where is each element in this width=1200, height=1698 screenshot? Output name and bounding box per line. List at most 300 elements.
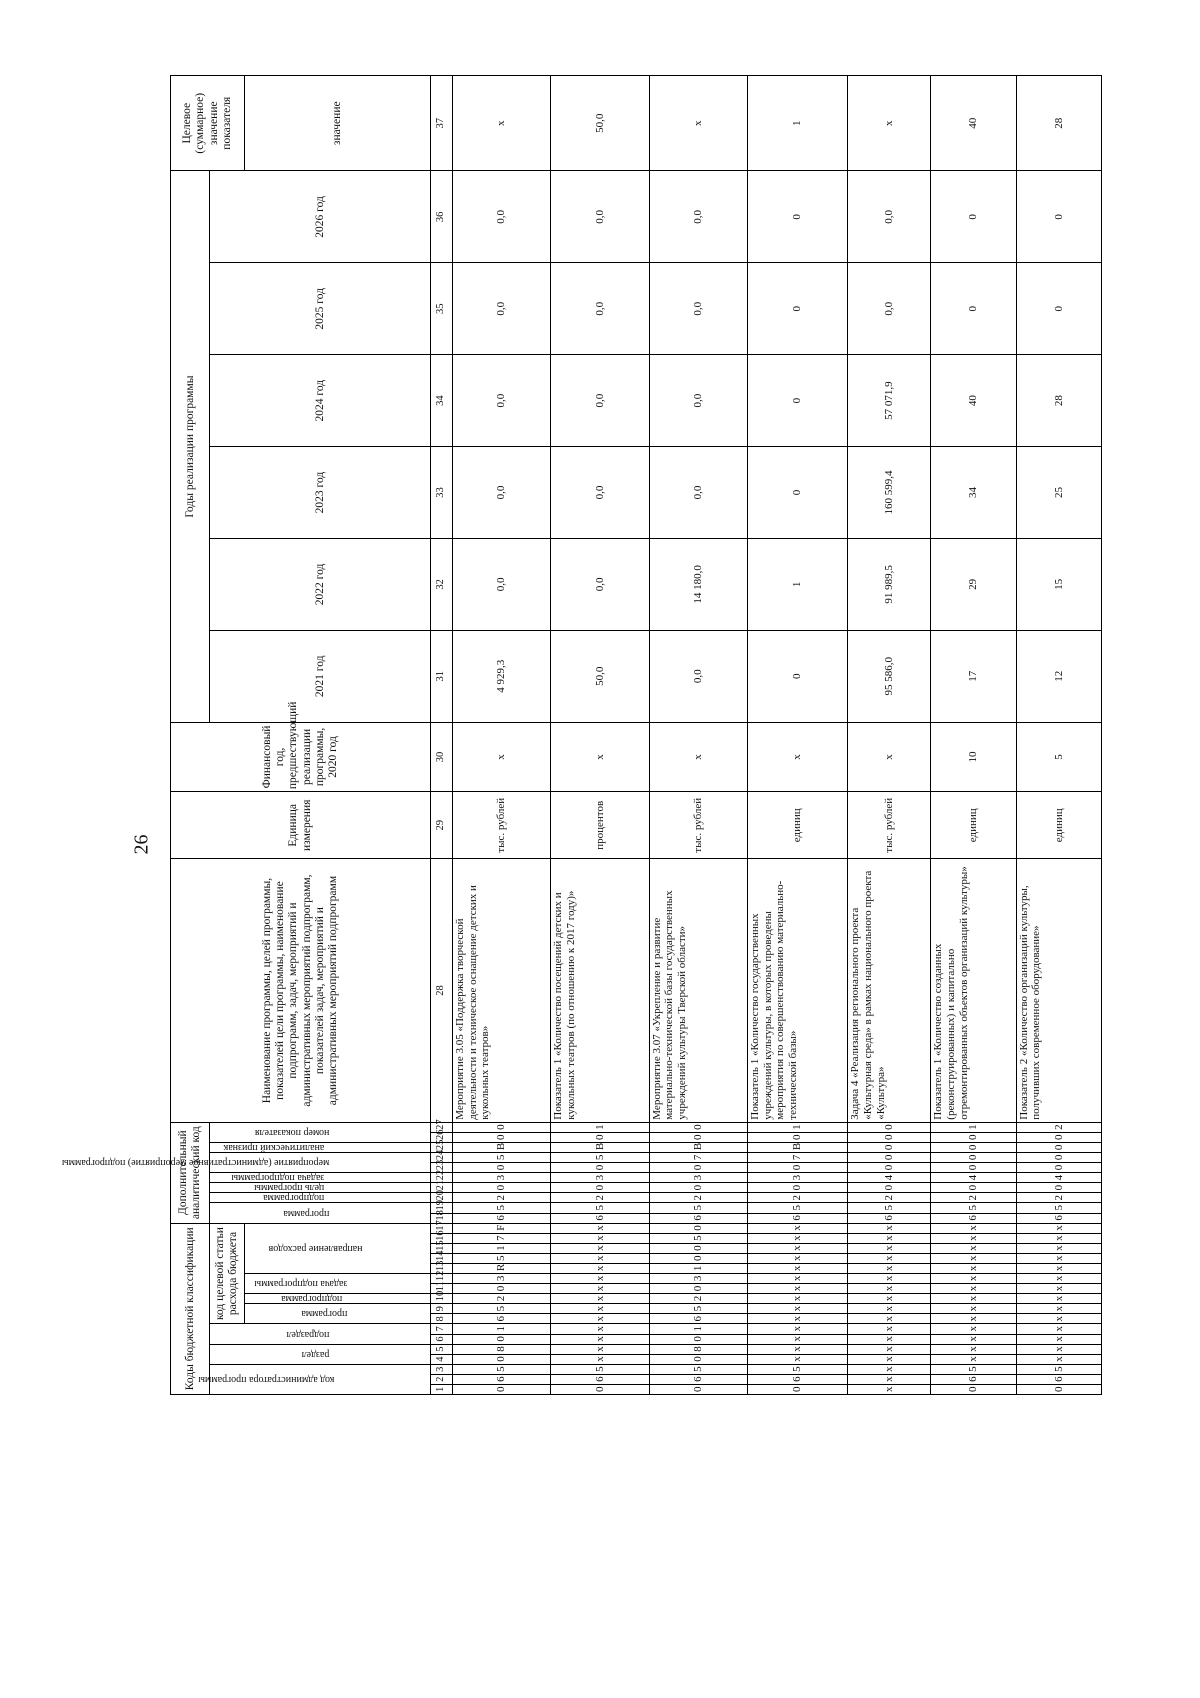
code-cell: х: [551, 1284, 649, 1294]
value-2022-cell: 14 180,0: [649, 538, 747, 630]
code-cell: 0: [452, 1122, 550, 1132]
code-cell: х: [1016, 1263, 1101, 1273]
value-2021-cell: 12: [1016, 630, 1101, 722]
column-number: 22: [431, 1173, 453, 1183]
code-cell: х: [848, 1274, 931, 1284]
year-2021-header: 2021 год: [210, 630, 431, 722]
code-cell: 2: [747, 1193, 848, 1203]
code-cell: 5: [747, 1364, 848, 1374]
code-cell: 1: [931, 1122, 1016, 1132]
code-cell: 6: [649, 1314, 747, 1324]
code-cell: 0: [649, 1253, 747, 1263]
code-cell: 6: [747, 1374, 848, 1384]
value-2024-cell: 0,0: [649, 355, 747, 447]
code-cell: 0: [649, 1284, 747, 1294]
target-value-cell: 40: [931, 76, 1016, 171]
code-cell: 4: [848, 1173, 931, 1183]
code-cell: 0: [551, 1384, 649, 1394]
code-cell: х: [848, 1223, 931, 1233]
value-2023-cell: 0: [747, 447, 848, 539]
value-2021-cell: 95 586,0: [848, 630, 931, 722]
value-2025-cell: 0: [1016, 263, 1101, 355]
code-cell: 0: [1016, 1143, 1101, 1153]
code-cell: 6: [1016, 1213, 1101, 1223]
code-cell: х: [747, 1334, 848, 1344]
code-cell: 0: [649, 1384, 747, 1394]
code-cell: 6: [649, 1374, 747, 1384]
value-2022-cell: 15: [1016, 538, 1101, 630]
ac-attr-header: аналитический признак: [210, 1143, 431, 1153]
code-cell: 0: [931, 1384, 1016, 1394]
task-code-header: задача подпрограммы: [245, 1274, 431, 1294]
admin-code-header: код администратора программы: [210, 1364, 431, 1394]
value-2026-cell: 0,0: [551, 171, 649, 263]
column-number: 7: [431, 1324, 453, 1334]
column-number: 29: [431, 792, 453, 859]
prev-year-cell: 5: [1016, 722, 1101, 791]
value-2025-cell: 0,0: [551, 263, 649, 355]
column-number: 9: [431, 1304, 453, 1314]
code-cell: 0: [649, 1122, 747, 1132]
code-cell: х: [931, 1344, 1016, 1354]
column-number: 16: [431, 1233, 453, 1243]
column-number: 36: [431, 171, 453, 263]
code-cell: х: [848, 1344, 931, 1354]
year-2026-header: 2026 год: [210, 171, 431, 263]
value-2026-cell: 0,0: [649, 171, 747, 263]
code-cell: 5: [1016, 1364, 1101, 1374]
prev-year-column-header: Финансовый год, предшествующий реализации программы, 2020 год: [171, 722, 431, 791]
budget-codes-header: Коды бюджетной классификации: [171, 1223, 210, 1394]
code-cell: 5: [551, 1153, 649, 1163]
column-number: 20: [431, 1193, 453, 1203]
code-cell: 1: [452, 1324, 550, 1334]
unit-cell: тыс. рублей: [848, 792, 931, 859]
code-cell: х: [931, 1294, 1016, 1304]
value-2026-cell: 0,0: [848, 171, 931, 263]
code-cell: 0: [747, 1132, 848, 1142]
code-cell: 0: [1016, 1163, 1101, 1173]
code-cell: х: [931, 1304, 1016, 1314]
code-cell: х: [1016, 1223, 1101, 1233]
code-cell: 5: [1016, 1203, 1101, 1213]
code-cell: 0: [649, 1354, 747, 1364]
program-table: [62, 75, 1102, 1395]
name-cell: Показатель 1 «Количество созданных (реконструированных) и капитально отремонтированных объектов организаций культуры»: [931, 859, 1016, 1122]
code-cell: 0: [452, 1284, 550, 1294]
code-cell: 0: [931, 1163, 1016, 1173]
code-cell: 2: [848, 1193, 931, 1203]
code-cell: 6: [931, 1213, 1016, 1223]
code-cell: 3: [649, 1173, 747, 1183]
code-cell: 7: [747, 1153, 848, 1163]
code-cell: 0: [452, 1354, 550, 1364]
code-cell: 5: [551, 1203, 649, 1213]
expense-direction-header: направление расходов: [245, 1223, 431, 1273]
program-code-header: программа: [245, 1304, 431, 1324]
code-cell: х: [848, 1384, 931, 1394]
code-cell: 0: [452, 1334, 550, 1344]
column-number-row: [431, 76, 453, 1395]
code-cell: х: [848, 1374, 931, 1384]
year-2022-header: 2022 год: [210, 538, 431, 630]
code-cell: х: [747, 1243, 848, 1253]
table-row: [747, 76, 848, 1395]
unit-cell: тыс. рублей: [452, 792, 550, 859]
year-2025-header: 2025 год: [210, 263, 431, 355]
code-cell: х: [551, 1314, 649, 1324]
section-header: раздел: [210, 1344, 431, 1364]
column-number: 3: [431, 1364, 453, 1374]
prev-year-cell: х: [747, 722, 848, 791]
code-cell: 0: [649, 1243, 747, 1253]
code-cell: 1: [649, 1263, 747, 1273]
code-cell: В: [452, 1143, 550, 1153]
value-2021-cell: 17: [931, 630, 1016, 722]
code-cell: 7: [452, 1233, 550, 1243]
rotated-table-container: [62, 75, 1102, 1395]
code-cell: 0: [1016, 1132, 1101, 1142]
code-cell: х: [551, 1294, 649, 1304]
unit-cell: единиц: [747, 792, 848, 859]
column-number: 8: [431, 1314, 453, 1324]
code-cell: 0: [848, 1153, 931, 1163]
code-cell: х: [551, 1223, 649, 1233]
value-2021-cell: 50,0: [551, 630, 649, 722]
code-cell: 0: [551, 1183, 649, 1193]
column-number: 15: [431, 1243, 453, 1253]
table-row: [649, 76, 747, 1395]
value-2024-cell: 28: [1016, 355, 1101, 447]
code-cell: 3: [747, 1173, 848, 1183]
code-cell: 5: [452, 1203, 550, 1213]
code-cell: 1: [452, 1243, 550, 1253]
years-header: Годы реализации программы: [171, 171, 210, 722]
year-2024-header: 2024 год: [210, 355, 431, 447]
code-cell: 5: [551, 1364, 649, 1374]
column-number: 13: [431, 1263, 453, 1273]
value-2024-cell: 0: [747, 355, 848, 447]
code-cell: 4: [1016, 1173, 1101, 1183]
unit-cell: процентов: [551, 792, 649, 859]
column-number: 2: [431, 1374, 453, 1384]
code-cell: 2: [1016, 1193, 1101, 1203]
code-cell: х: [551, 1354, 649, 1364]
code-cell: 0: [551, 1163, 649, 1173]
unit-cell: тыс. рублей: [649, 792, 747, 859]
value-2022-cell: 29: [931, 538, 1016, 630]
value-2024-cell: 40: [931, 355, 1016, 447]
value-2023-cell: 0,0: [452, 447, 550, 539]
code-cell: 2: [551, 1193, 649, 1203]
name-cell: Задача 4 «Реализация регионального проекта «Культурная среда» в рамках национального проекта «Культура»: [848, 859, 931, 1122]
code-cell: 0: [931, 1183, 1016, 1193]
code-cell: х: [1016, 1344, 1101, 1354]
code-cell: 5: [452, 1364, 550, 1374]
code-cell: 5: [931, 1364, 1016, 1374]
code-cell: 6: [551, 1374, 649, 1384]
code-cell: 6: [452, 1374, 550, 1384]
column-number: 28: [431, 859, 453, 1122]
value-2026-cell: 0,0: [452, 171, 550, 263]
code-cell: 5: [452, 1253, 550, 1263]
code-cell: 5: [649, 1203, 747, 1213]
prev-year-cell: х: [452, 722, 550, 791]
table-row: [551, 76, 649, 1395]
code-cell: х: [747, 1314, 848, 1324]
code-cell: 8: [649, 1344, 747, 1354]
code-cell: х: [747, 1263, 848, 1273]
code-cell: 2: [649, 1294, 747, 1304]
ac-subprogram-header: подпрограмма: [210, 1193, 431, 1203]
code-cell: х: [551, 1274, 649, 1284]
column-number: 6: [431, 1334, 453, 1344]
name-column-header: Наименование программы, целей программы, показателей цели программы, наименование подпрограмм, задач, мероприятий и административных мероприятий подпрограмм, показателей задач, мероприятий и административных мероприятий подпрограмм: [171, 859, 431, 1122]
code-cell: х: [1016, 1324, 1101, 1334]
code-cell: 0: [747, 1384, 848, 1394]
target-value-cell: х: [452, 76, 550, 171]
code-cell: х: [1016, 1304, 1101, 1314]
column-number: 1: [431, 1384, 453, 1394]
code-cell: х: [1016, 1354, 1101, 1364]
code-cell: 5: [452, 1153, 550, 1163]
value-2026-cell: 0: [747, 171, 848, 263]
code-cell: х: [1016, 1334, 1101, 1344]
code-cell: х: [747, 1344, 848, 1354]
column-number: 25: [431, 1143, 453, 1153]
unit-cell: единиц: [1016, 792, 1101, 859]
prev-year-cell: х: [649, 722, 747, 791]
ac-indicator-header: номер показателя: [210, 1122, 431, 1142]
code-cell: 0: [649, 1132, 747, 1142]
value-2025-cell: 0,0: [649, 263, 747, 355]
name-cell: Показатель 1 «Количество государственных учреждений культуры, в которых проведены мероприятия по совершенствованию материально-технической базы»: [747, 859, 848, 1122]
code-cell: 3: [551, 1173, 649, 1183]
code-cell: 0: [452, 1384, 550, 1394]
code-cell: х: [551, 1334, 649, 1344]
name-cell: Мероприятие 3.05 «Поддержка творческой деятельности и техническое оснащение детских и кукольных театров»: [452, 859, 550, 1122]
code-cell: 8: [452, 1344, 550, 1354]
value-2025-cell: 0: [931, 263, 1016, 355]
code-cell: 5: [649, 1233, 747, 1243]
ac-task-header: задача подпрограммы: [210, 1173, 431, 1183]
target-value-cell: 1: [747, 76, 848, 171]
code-cell: х: [931, 1223, 1016, 1233]
code-cell: 6: [1016, 1374, 1101, 1384]
ac-program-header: программа: [210, 1203, 431, 1223]
code-cell: х: [848, 1284, 931, 1294]
code-cell: 6: [551, 1213, 649, 1223]
code-cell: х: [747, 1294, 848, 1304]
code-cell: 0: [452, 1183, 550, 1193]
value-2023-cell: 0,0: [551, 447, 649, 539]
column-number: 18: [431, 1213, 453, 1223]
column-number: 17: [431, 1223, 453, 1233]
code-cell: 7: [649, 1153, 747, 1163]
code-cell: х: [931, 1314, 1016, 1324]
value-2022-cell: 0,0: [452, 538, 550, 630]
name-cell: Мероприятие 3.07 «Укрепление и развитие материально-технической базы государственных учреждений культуры Тверской области»: [649, 859, 747, 1122]
code-cell: 0: [649, 1223, 747, 1233]
value-2023-cell: 25: [1016, 447, 1101, 539]
value-2021-cell: 0: [747, 630, 848, 722]
code-cell: 0: [1016, 1153, 1101, 1163]
code-cell: 0: [649, 1334, 747, 1344]
table-row: [1016, 76, 1101, 1395]
table-row: [848, 76, 931, 1395]
code-cell: 3: [649, 1274, 747, 1284]
code-cell: х: [551, 1324, 649, 1334]
column-number: 33: [431, 447, 453, 539]
code-cell: х: [747, 1223, 848, 1233]
code-cell: х: [551, 1253, 649, 1263]
code-cell: 0: [848, 1163, 931, 1173]
code-cell: х: [551, 1233, 649, 1243]
prev-year-cell: х: [551, 722, 649, 791]
code-cell: х: [1016, 1274, 1101, 1284]
code-cell: В: [747, 1143, 848, 1153]
code-cell: х: [848, 1354, 931, 1364]
code-cell: х: [931, 1334, 1016, 1344]
code-cell: 0: [931, 1153, 1016, 1163]
ac-measure-header: мероприятие (административное мероприятие) подпрограммы: [210, 1153, 431, 1173]
value-2021-cell: 0,0: [649, 630, 747, 722]
code-cell: х: [848, 1304, 931, 1314]
code-cell: 5: [931, 1203, 1016, 1213]
ac-goal-header: цель программы: [210, 1183, 431, 1193]
code-cell: 6: [649, 1213, 747, 1223]
code-cell: х: [848, 1334, 931, 1344]
code-cell: 2: [452, 1294, 550, 1304]
code-cell: R: [452, 1263, 550, 1273]
code-cell: 0: [1016, 1183, 1101, 1193]
target-value-header: значение: [245, 76, 431, 171]
code-cell: 0: [848, 1143, 931, 1153]
code-cell: 0: [452, 1132, 550, 1142]
name-cell: Показатель 2 «Количество организаций культуры, получивших современное оборудование»: [1016, 859, 1101, 1122]
value-2022-cell: 91 989,5: [848, 538, 931, 630]
code-cell: х: [1016, 1284, 1101, 1294]
column-number: 4: [431, 1354, 453, 1364]
value-2023-cell: 0,0: [649, 447, 747, 539]
column-number: 35: [431, 263, 453, 355]
code-cell: х: [747, 1233, 848, 1243]
unit-column-header: Единица измерения: [171, 792, 431, 859]
code-cell: х: [931, 1284, 1016, 1294]
unit-cell: единиц: [931, 792, 1016, 859]
code-cell: х: [931, 1253, 1016, 1263]
code-cell: х: [747, 1284, 848, 1294]
code-cell: 6: [848, 1213, 931, 1223]
code-cell: 6: [452, 1213, 550, 1223]
column-number: 21: [431, 1183, 453, 1193]
target-value-cell: х: [848, 76, 931, 171]
code-cell: х: [1016, 1294, 1101, 1304]
code-cell: х: [747, 1274, 848, 1284]
page-number: 26: [130, 834, 153, 855]
code-cell: х: [747, 1354, 848, 1364]
target-value-cell: х: [649, 76, 747, 171]
code-cell: 3: [452, 1274, 550, 1284]
code-cell: 5: [747, 1203, 848, 1213]
code-cell: 2: [931, 1193, 1016, 1203]
code-cell: х: [1016, 1243, 1101, 1253]
value-2024-cell: 0,0: [551, 355, 649, 447]
code-cell: 5: [848, 1203, 931, 1213]
column-number: 30: [431, 722, 453, 791]
value-2025-cell: 0,0: [452, 263, 550, 355]
code-cell: 2: [649, 1193, 747, 1203]
year-2023-header: 2023 год: [210, 447, 431, 539]
target-value-cell: 28: [1016, 76, 1101, 171]
value-2023-cell: 34: [931, 447, 1016, 539]
column-number: 32: [431, 538, 453, 630]
code-cell: х: [931, 1324, 1016, 1334]
code-cell: 6: [452, 1314, 550, 1324]
column-number: 19: [431, 1203, 453, 1213]
code-cell: х: [931, 1243, 1016, 1253]
table-row: [452, 76, 550, 1395]
value-2024-cell: 0,0: [452, 355, 550, 447]
subprogram-code-header: подпрограмма: [245, 1294, 431, 1304]
name-cell: Показатель 1 «Количество посещений детских и кукольных театров (по отношению к 2017 году)»: [551, 859, 649, 1122]
code-cell: 3: [452, 1173, 550, 1183]
code-cell: F: [452, 1223, 550, 1233]
code-cell: В: [551, 1143, 649, 1153]
code-cell: х: [931, 1354, 1016, 1364]
value-2024-cell: 57 071,9: [848, 355, 931, 447]
code-cell: 0: [931, 1143, 1016, 1153]
code-cell: 0: [551, 1132, 649, 1142]
code-cell: 2: [452, 1193, 550, 1203]
table-row: [931, 76, 1016, 1395]
code-cell: х: [848, 1263, 931, 1273]
code-cell: х: [931, 1263, 1016, 1273]
code-cell: х: [848, 1243, 931, 1253]
code-cell: 0: [931, 1132, 1016, 1142]
code-cell: 0: [848, 1122, 931, 1132]
code-cell: х: [848, 1364, 931, 1374]
value-2022-cell: 1: [747, 538, 848, 630]
code-cell: х: [848, 1294, 931, 1304]
value-2025-cell: 0: [747, 263, 848, 355]
code-cell: 5: [649, 1304, 747, 1314]
extra-code-header: Дополнительный аналитический код: [171, 1122, 210, 1223]
code-cell: 1: [747, 1122, 848, 1132]
code-cell: 5: [452, 1304, 550, 1314]
code-cell: 0: [747, 1183, 848, 1193]
code-cell: х: [551, 1344, 649, 1354]
code-cell: х: [1016, 1253, 1101, 1263]
code-cell: 6: [747, 1213, 848, 1223]
column-number: 14: [431, 1253, 453, 1263]
column-number: 10: [431, 1294, 453, 1304]
code-cell: х: [747, 1253, 848, 1263]
value-2026-cell: 0: [931, 171, 1016, 263]
code-cell: х: [747, 1304, 848, 1314]
prev-year-cell: х: [848, 722, 931, 791]
value-2021-cell: 4 929,3: [452, 630, 550, 722]
column-number: 24: [431, 1153, 453, 1163]
code-cell: 0: [848, 1183, 931, 1193]
column-number: 26: [431, 1132, 453, 1142]
code-cell: х: [551, 1263, 649, 1273]
code-cell: 2: [1016, 1122, 1101, 1132]
value-2023-cell: 160 599,4: [848, 447, 931, 539]
code-cell: х: [1016, 1314, 1101, 1324]
code-cell: х: [931, 1233, 1016, 1243]
code-cell: 0: [848, 1132, 931, 1142]
